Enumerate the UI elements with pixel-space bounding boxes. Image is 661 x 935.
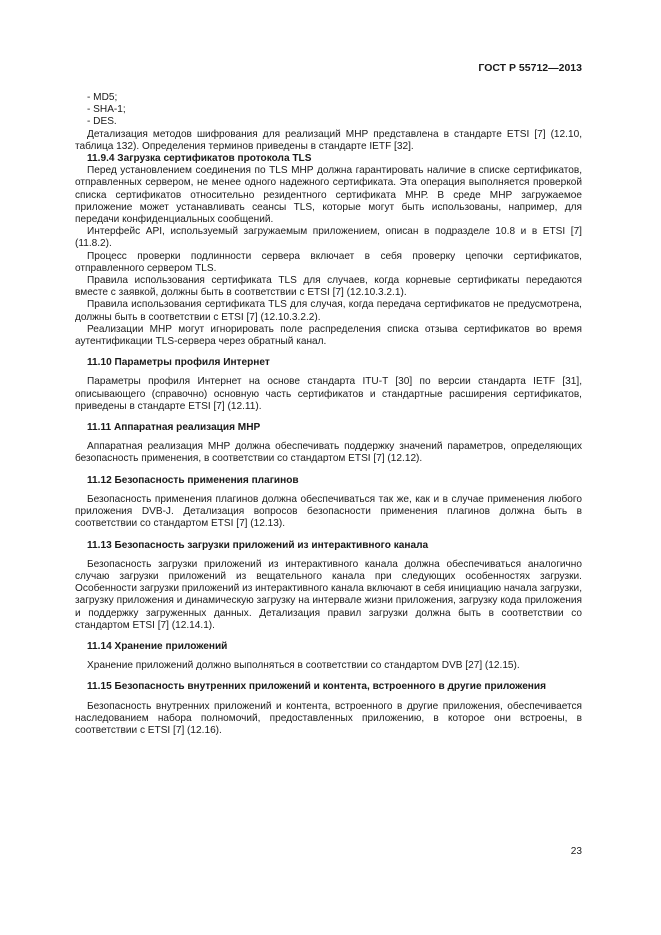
page-number: 23: [570, 846, 582, 857]
paragraph: Аппаратная реализация МНР должна обеспечивать поддержку значений параметров, определяющих безопасность применения, в соответствии со стандартом ETSI [7] (12.12).: [75, 441, 582, 465]
section-heading: 11.13 Безопасность загрузки приложений из интерактивного канала: [87, 539, 429, 551]
section-heading: 11.15 Безопасность внутренних приложений и контента, встроенного в другие приложения: [87, 681, 546, 693]
list-item: - DES.: [87, 116, 117, 128]
list-item: - MD5;: [87, 92, 118, 103]
paragraph: Безопасность загрузки приложений из интерактивного канала должна обеспечиваться аналогично случаю загрузки приложений из вещательного канала при следующих особенностях загрузки. Особенности загрузки приложений из интерактивного канала включают в себя инициацию начала загрузки, загрузку приложения и динамическую загрузку на интервале жизни приложения, загрузку кода приложения и поддержку загруженных данных. Детализация правил загрузки должна быть в соответствии со стандартом ETSI [7] (12.14.1).: [75, 558, 582, 631]
section-heading: 11.14 Хранение приложений: [87, 640, 228, 652]
document-id: ГОСТ Р 55712—2013: [478, 62, 582, 74]
paragraph: Безопасность внутренних приложений и контента, встроенного в другие приложения, обеспечивается наследованием набора полномочий, предоставленных приложению, в которое они встроены, в соответствии с ETSI [7] (12.16).: [75, 700, 582, 736]
section-heading: 11.10 Параметры профиля Интернет: [87, 357, 270, 369]
page-content: [75, 92, 582, 737]
section-heading: 11.11 Аппаратная реализация МНР: [87, 422, 261, 434]
section-heading: 11.12 Безопасность применения плагинов: [87, 474, 299, 486]
paragraph: Параметры профиля Интернет на основе стандарта ITU-T [30] по версии стандарта IETF [31], описывающего (справочно) основную часть сертификатов и стандартные расширения сертификатов, приведены в стандарте ETSI [7] (12.11).: [75, 376, 582, 412]
paragraph: Интерфейс API, используемый загружаемым приложением, описан в подразделе 10.8 и в ETSI [7] (11.8.2).: [75, 226, 582, 250]
paragraph: Безопасность применения плагинов должна обеспечиваться так же, как и в случае применения любого приложения DVB-J. Детализация вопросов безопасности применения плагинов должна быть в соответствии со стандартом ETSI [7] (12.13).: [75, 493, 582, 530]
paragraph: Правила использования сертификата TLS для случая, когда передача сертификатов не предусмотрена, должны быть в соответствии с ETSI [7] (12.10.3.2.2).: [75, 299, 582, 323]
paragraph: Правила использования сертификата TLS для случаев, когда корневые сертификаты передаются вместе с заявкой, должны быть в соответствии с ETSI [7] (12.10.3.2.1).: [75, 275, 582, 299]
paragraph: Хранение приложений должно выполняться в соответствии со стандартом DVB [27] (12.15).: [87, 660, 520, 672]
paragraph: Перед установлением соединения по TLS МНР должна гарантировать наличие в списке сертификатов, отправленных сервером, не менее одного надежного сертификата. Эта операция выполняется проверкой списка сертификатов относительно резидентного сертификата МНР. В среде МНР загружаемое приложение может устанавливать сеансы TLS, которые могут быть использованы, например, для передачи конфиденциальных сообщений.: [75, 165, 582, 226]
paragraph: Реализации МНР могут игнорировать поле распределения списка отзыва сертификатов во время аутентификации TLS-сервера через обратный канал.: [75, 323, 582, 348]
paragraph: Процесс проверки подлинности сервера включает в себя проверку цепочки сертификатов, отправленного сервером TLS.: [75, 250, 582, 274]
list-item: - SHA-1;: [87, 104, 126, 116]
paragraph: Детализация методов шифрования для реализаций МНР представлена в стандарте ETSI [7] (12.10, таблица 132). Определения терминов приведены в стандарте IETF [32].: [75, 128, 582, 152]
section-heading: 11.9.4 Загрузка сертификатов протокола TLS: [87, 153, 312, 165]
